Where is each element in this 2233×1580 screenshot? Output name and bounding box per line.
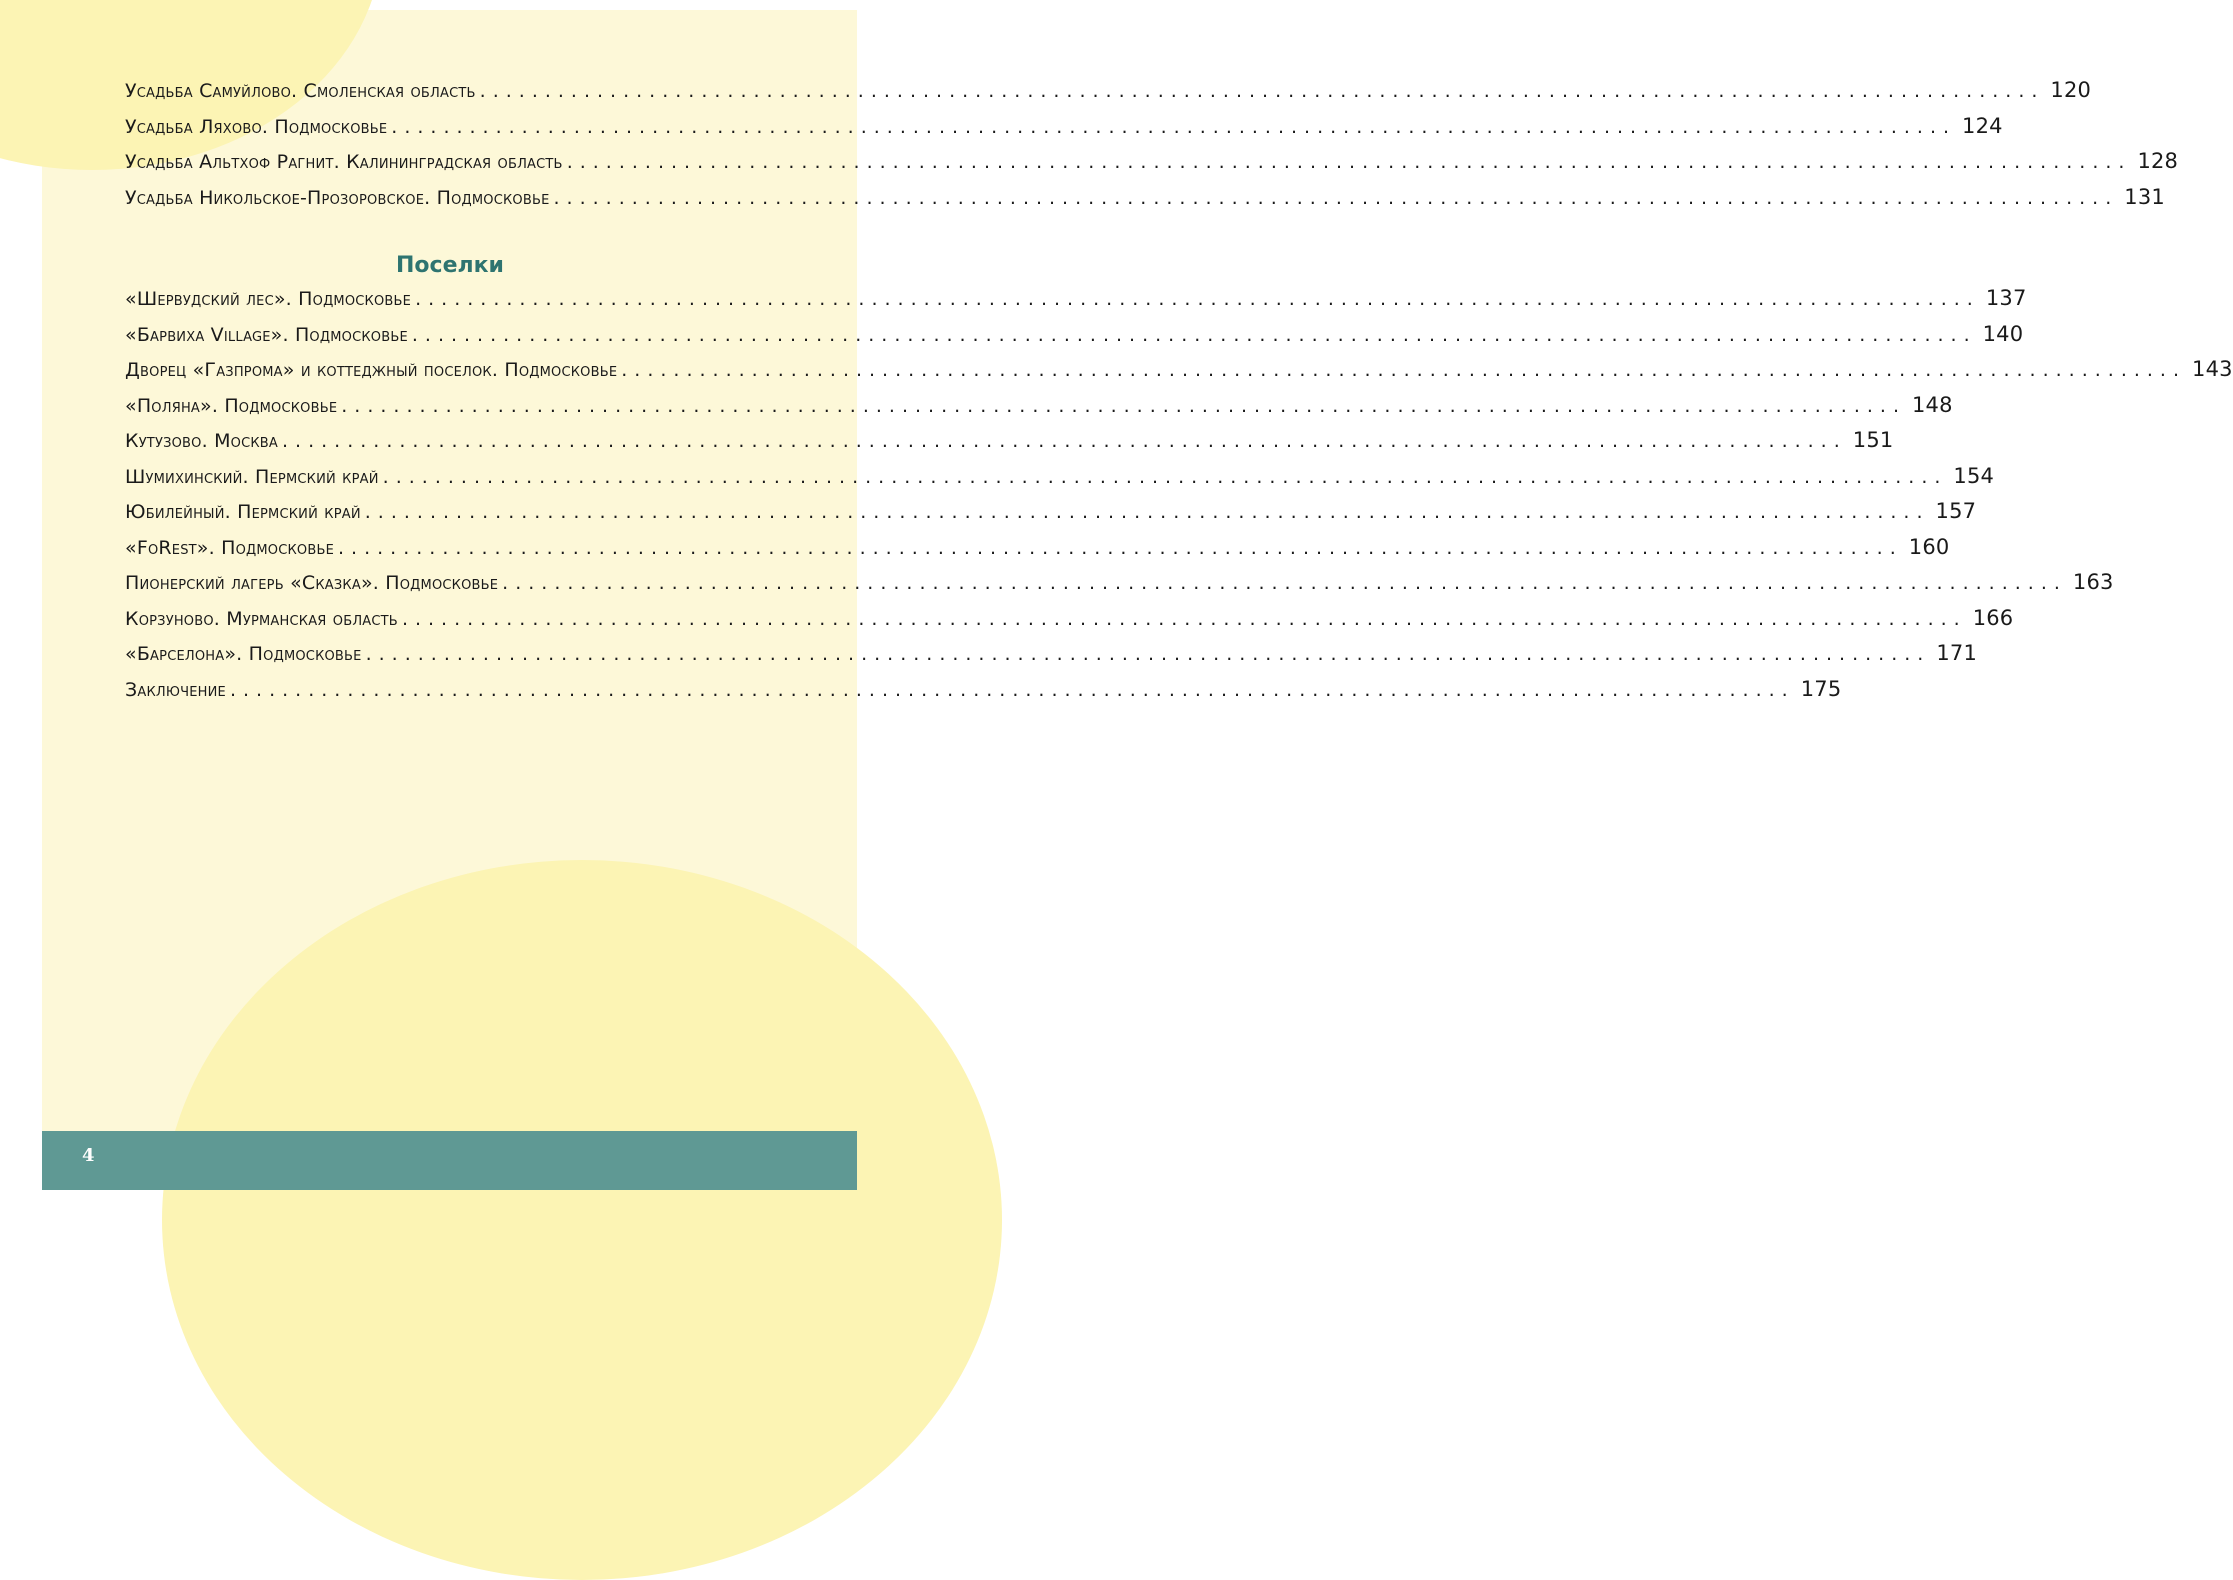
toc-leader-dots: ........................................................................................................................ — [553, 186, 2119, 209]
toc-entry-page: 120 — [2050, 78, 2092, 102]
section-heading: Поселки — [396, 253, 504, 278]
toc-entry-title: Заключение — [125, 678, 226, 701]
toc-entry — [125, 605, 2014, 642]
toc-leader-dots: ........................................................................................................................ — [341, 394, 1906, 417]
table-of-contents — [125, 78, 2233, 712]
toc-leader-dots: ........................................................................................................................ — [502, 572, 2067, 594]
toc-entry — [125, 463, 1995, 500]
toc-leader-dots: ........................................................................................................................ — [382, 465, 1948, 488]
toc-leader-dots: ........................................................................................................................ — [229, 678, 1795, 701]
toc-entry — [125, 499, 1977, 535]
toc-entry — [125, 357, 2233, 393]
toc-entry-title: Дворец «Газпрома» и коттеджный поселок. Подмосковье — [125, 359, 618, 381]
decorative-blob-bottom — [162, 860, 1002, 1580]
toc-leader-dots: ........................................................................................................................ — [566, 151, 2132, 173]
toc-entry-page: 128 — [2137, 149, 2179, 173]
toc-entry-title: Юбилейный. Пермский край — [125, 501, 361, 523]
toc-entry-title: Шумихинский. Пермский край — [125, 465, 379, 488]
toc-entry-page: 131 — [2124, 184, 2165, 209]
toc-entry-title: Кутузово. Москва — [125, 430, 279, 452]
toc-entry-page: 166 — [1972, 605, 2014, 630]
page-number: 4 — [82, 1145, 95, 1166]
toc-entry — [125, 184, 2165, 221]
toc-entry-title: «Барселона». Подмосковье — [125, 643, 362, 665]
toc-entry-title: Усадьба Альтхоф Рагнит. Калининградская область — [125, 151, 563, 173]
toc-entry — [125, 428, 1894, 464]
toc-entry-page: 157 — [1935, 499, 1977, 523]
toc-leader-dots: ........................................................................................................................ — [391, 115, 1957, 138]
toc-entry — [125, 534, 1950, 571]
toc-entry-title: Пионерский лагерь «Сказка». Подмосковье — [125, 572, 499, 594]
toc-entry-page: 171 — [1936, 641, 1978, 665]
toc-entry-page: 148 — [1912, 392, 1953, 417]
toc-leader-dots: ........................................................................................................................ — [338, 536, 1903, 559]
toc-entry-page: 175 — [1800, 676, 1842, 701]
toc-entry-page: 124 — [1962, 113, 2003, 138]
toc-leader-dots: ........................................................................................................................ — [401, 607, 1967, 630]
toc-entry — [125, 321, 2024, 358]
toc-entry — [125, 113, 2003, 150]
toc-leader-dots: ........................................................................................................................ — [411, 323, 1977, 346]
toc-leader-dots: ........................................................................................................................ — [364, 501, 1930, 523]
toc-entry-page: 140 — [1982, 321, 2024, 346]
toc-list-estates — [125, 78, 2179, 220]
toc-entry-page: 137 — [1985, 286, 2027, 310]
toc-entry-page: 160 — [1908, 534, 1950, 559]
book-page — [42, 10, 2233, 1190]
toc-entry-title: Усадьба Самуйлово. Смоленская область — [125, 80, 476, 102]
toc-leader-dots: ........................................................................................................................ — [365, 643, 1931, 665]
toc-entry — [125, 570, 2114, 606]
toc-entry-page: 143 — [2192, 357, 2233, 381]
toc-leader-dots: ........................................................................................................................ — [415, 288, 1980, 310]
toc-entry-title: «Поляна». Подмосковье — [125, 394, 338, 417]
toc-entry-title: «Шервудский лес». Подмосковье — [125, 288, 412, 310]
toc-entry-title: Усадьба Ляхово. Подмосковье — [125, 115, 388, 138]
toc-leader-dots: ........................................................................................................................ — [479, 80, 2045, 102]
toc-entry — [125, 392, 1953, 429]
toc-entry-title: Корзуново. Мурманская область — [125, 607, 398, 630]
toc-entry — [125, 676, 1842, 713]
toc-entry — [125, 286, 2027, 322]
toc-entry — [125, 149, 2179, 185]
toc-entry-page: 151 — [1852, 428, 1894, 452]
toc-entry-page: 163 — [2072, 570, 2114, 594]
toc-entry-title: «FoRest». Подмосковье — [125, 536, 335, 559]
toc-entry — [125, 78, 2092, 114]
toc-leader-dots: ........................................................................................................................ — [282, 430, 1847, 452]
toc-entry-page: 154 — [1953, 463, 1995, 488]
toc-list-settlements — [125, 286, 2233, 712]
toc-entry-title: Усадьба Никольское-Прозоровское. Подмосковье — [125, 186, 550, 209]
toc-leader-dots: ........................................................................................................................ — [621, 359, 2187, 381]
toc-entry — [125, 641, 1978, 677]
footer-bar — [42, 1131, 857, 1190]
toc-entry-title: «Барвиха Village». Подмосковье — [125, 323, 408, 346]
